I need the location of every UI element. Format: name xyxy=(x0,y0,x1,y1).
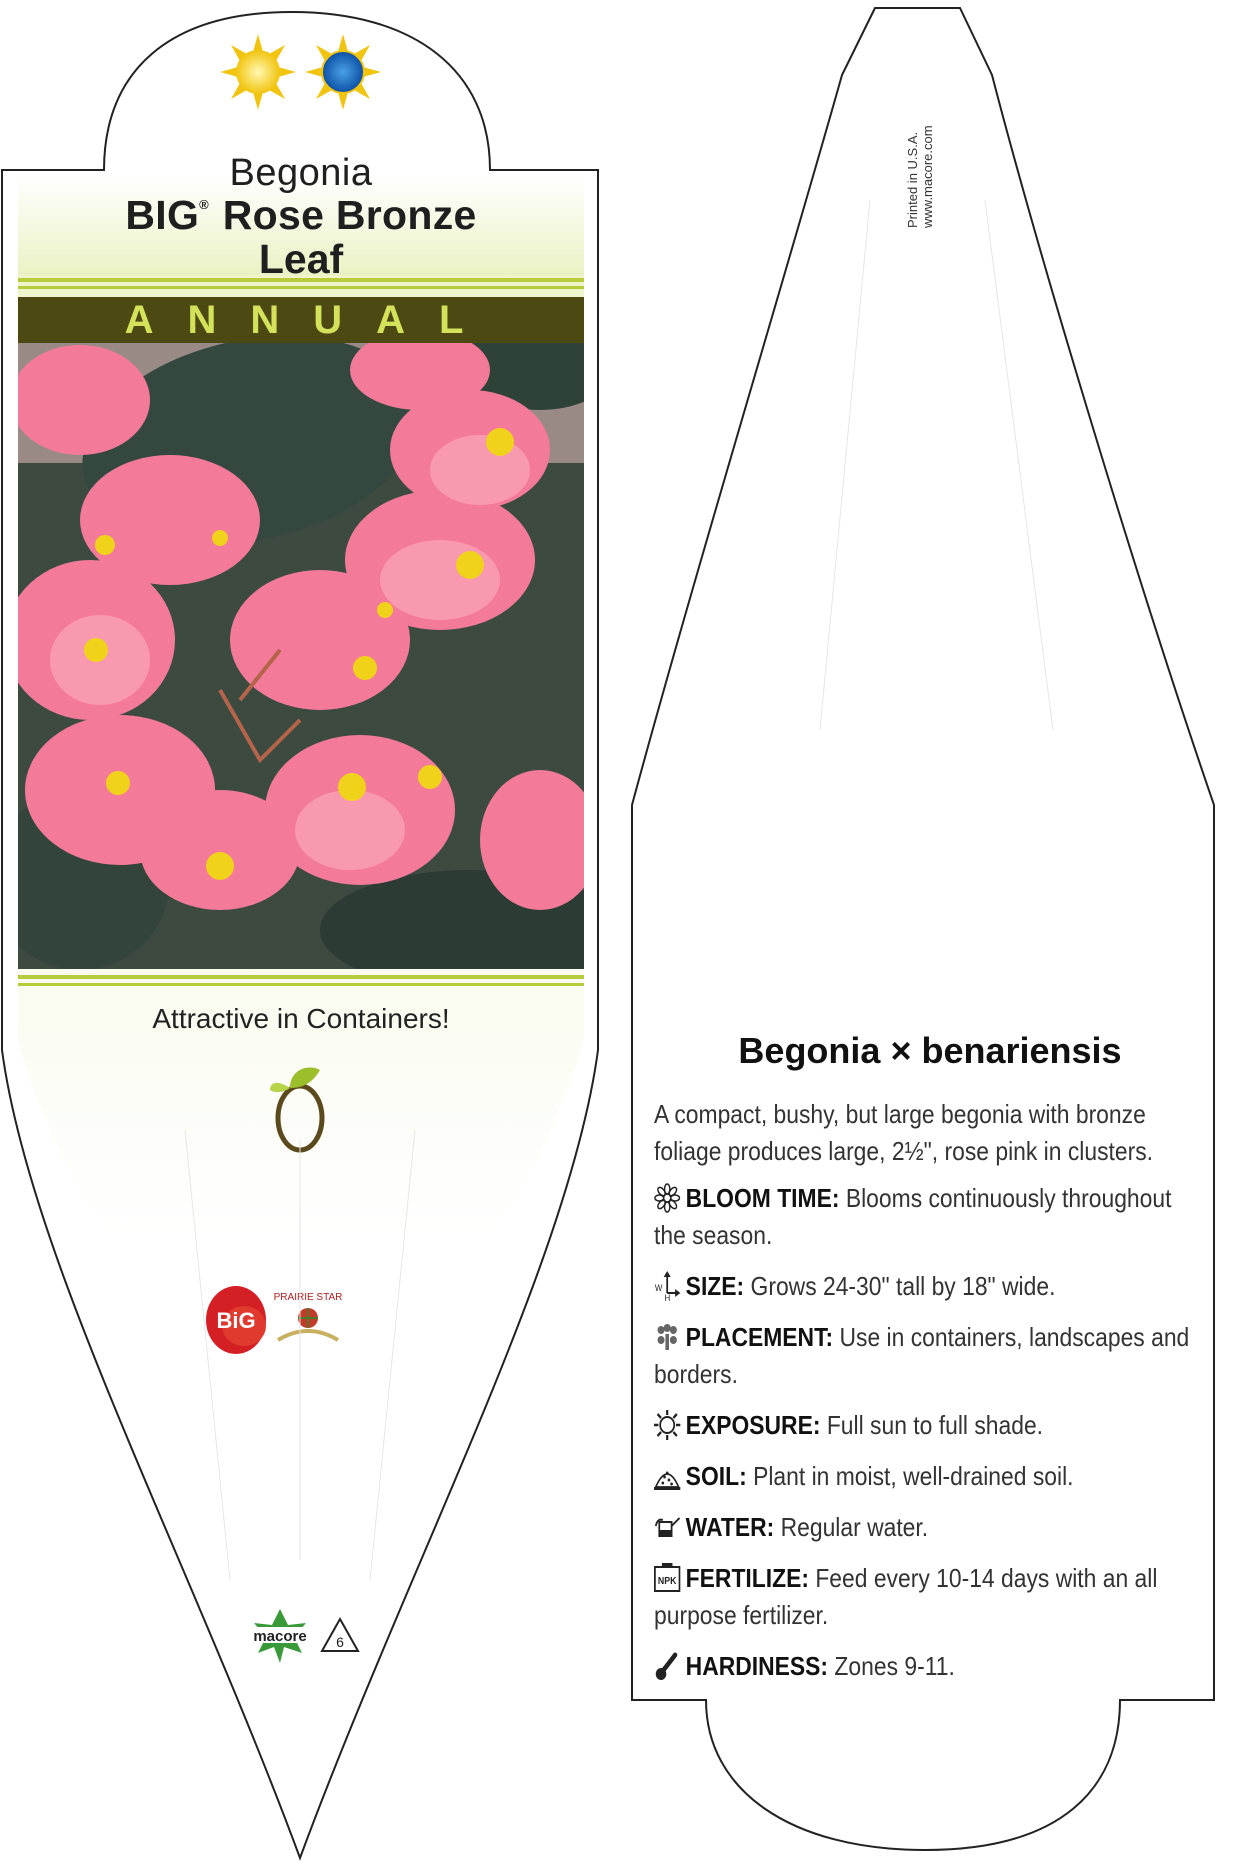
category-band: ANNUAL xyxy=(18,297,584,343)
variety-name-line1: BIG® Rose Bronze xyxy=(125,192,477,238)
svg-text:H: H xyxy=(664,1292,671,1301)
npk-fertilizer-icon xyxy=(654,1563,680,1593)
bloom-flower-icon xyxy=(654,1183,680,1213)
svg-text:PRAIRIE STAR: PRAIRIE STAR xyxy=(273,1292,343,1303)
svg-text:BiG: BiG xyxy=(216,1308,256,1333)
attribute-soil: SOIL: Plant in moist, well-drained soil. xyxy=(654,1458,1194,1495)
species-name: Begonia × benariensis xyxy=(738,1030,1122,1071)
svg-text:macore: macore xyxy=(253,1628,307,1645)
svg-text:NPK: NPK xyxy=(657,1574,677,1587)
variety-name-line2: Leaf xyxy=(258,236,344,282)
svg-text:W: W xyxy=(654,1282,663,1294)
big-logo xyxy=(206,1286,266,1354)
attribute-water: WATER: Regular water. xyxy=(654,1509,1194,1546)
begonia-photo xyxy=(0,307,600,990)
tagline: Attractive in Containers! xyxy=(152,1003,450,1034)
attribute-fertilize: NPK FERTILIZE: Feed every 10-14 days with an all purpose fertilizer. xyxy=(654,1563,1158,1630)
exposure-sun-icon xyxy=(654,1410,680,1440)
size-arrows-icon xyxy=(654,1271,680,1301)
svg-text:6: 6 xyxy=(336,1634,344,1650)
placement-plants-icon xyxy=(654,1322,680,1352)
full-sun-icon xyxy=(220,34,296,110)
svg-text:www.macore.com: www.macore.com xyxy=(920,125,935,228)
soil-pile-icon xyxy=(654,1461,680,1491)
plant-info xyxy=(654,1096,1194,1699)
attribute-placement: PLACEMENT: Use in containers, landscapes and borders. xyxy=(654,1322,1190,1389)
plant-description: A compact, bushy, but large begonia with bronze foliage produces large, 2½", rose pink in clusters. xyxy=(654,1099,1154,1166)
plant-genus: Begonia xyxy=(229,152,373,194)
shade-sun-icon xyxy=(305,34,381,110)
watering-can-icon xyxy=(654,1512,680,1542)
attribute-hardiness: HARDINESS: Zones 9-11. xyxy=(654,1648,1194,1685)
svg-text:Printed in U.S.A.: Printed in U.S.A. xyxy=(905,131,920,228)
thermometer-icon xyxy=(654,1651,680,1681)
attribute-exposure: EXPOSURE: Full sun to full shade. xyxy=(654,1407,1194,1444)
attribute-bloom-time: BLOOM TIME: Blooms continuously throughout the season. xyxy=(654,1183,1172,1250)
printed-info xyxy=(905,90,935,230)
attribute-size: W H SIZE: Grows 24-30" tall by 18" wide. xyxy=(654,1268,1194,1305)
